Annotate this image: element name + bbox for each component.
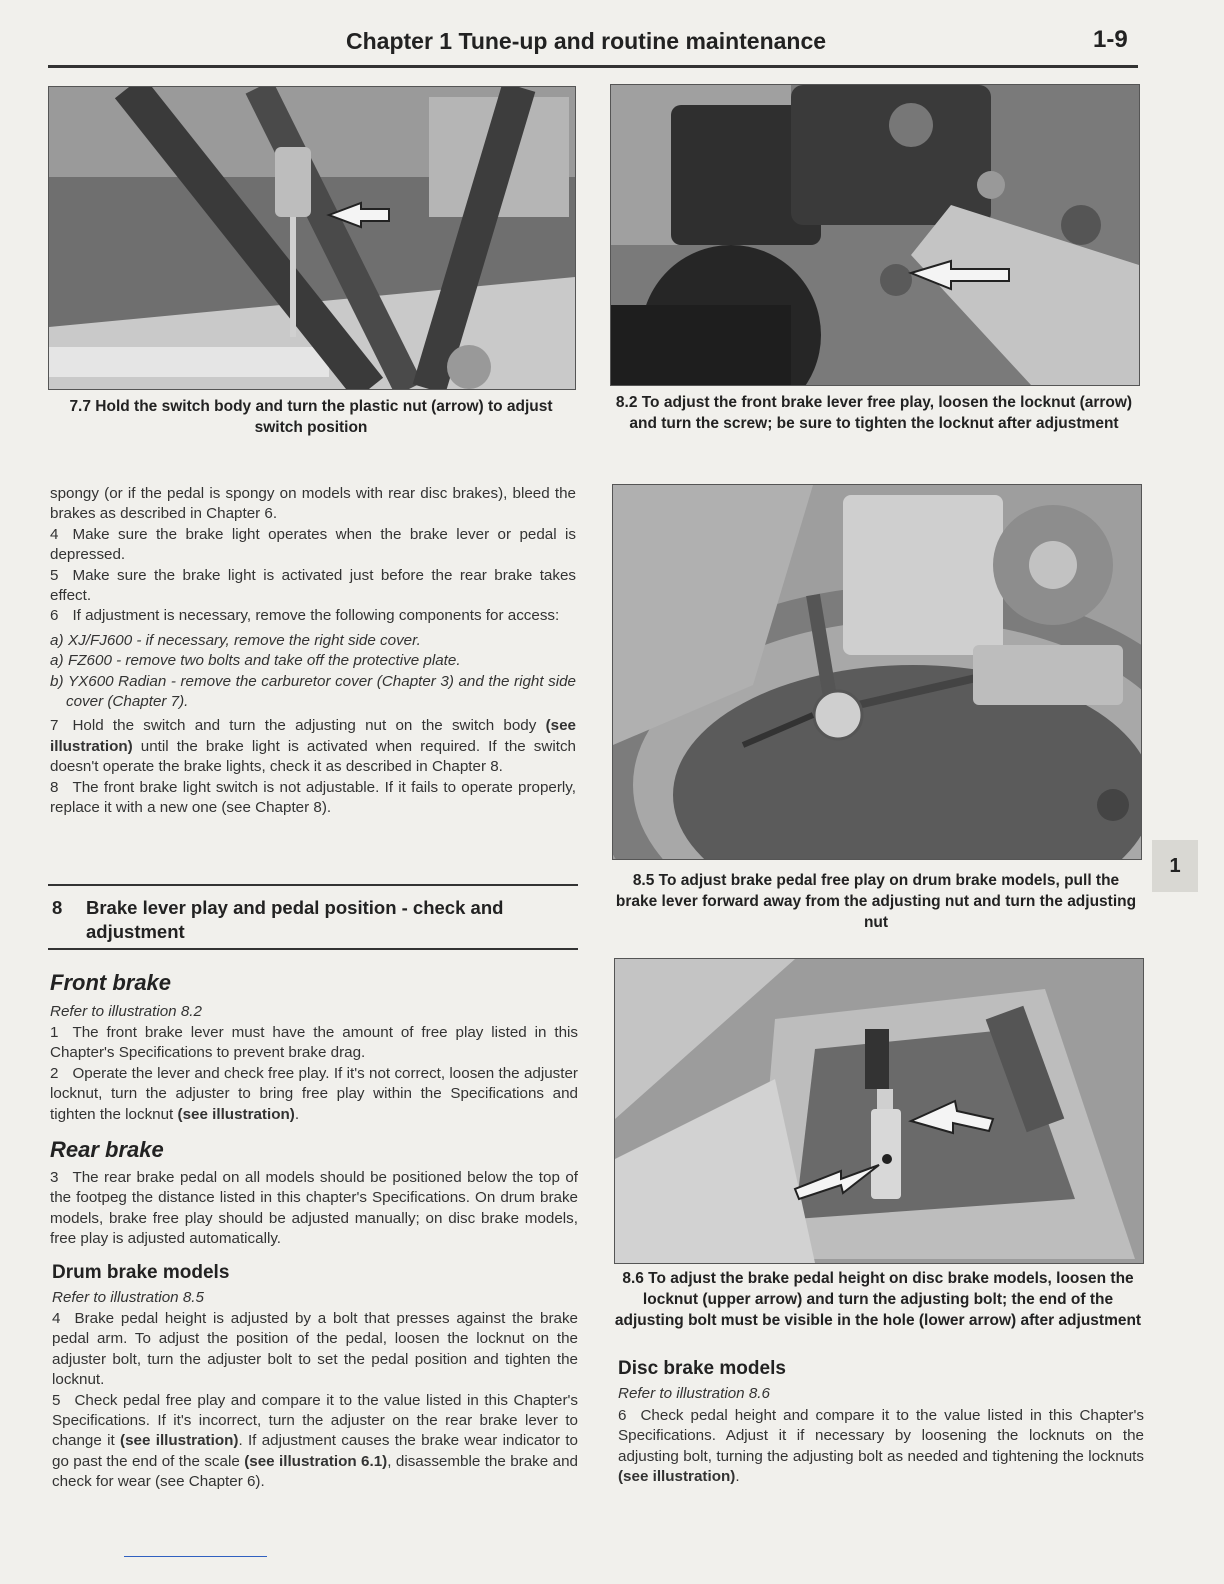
paragraph-5 — [52, 1391, 578, 1493]
heading-drum-brake-models: Drum brake models — [52, 1262, 230, 1283]
bottom-link-line — [124, 1556, 267, 1557]
photo-8-5 — [612, 484, 1142, 860]
caption-8-2: 8.2 To adjust the front brake lever free play, loosen the locknut (arrow) and turn the screw; be sure to tighten the locknut after adjustment — [615, 394, 1133, 432]
left-body-text — [50, 484, 576, 819]
see-illustration-ref: (see illustration 6.1) — [244, 1452, 388, 1470]
para-text: The front brake lever must have the amount of free play listed in this Chapter's Specifications to prevent brake drag. — [50, 1024, 578, 1062]
header-rule — [48, 65, 1138, 68]
list-text: YX600 Radian - remove the carburetor cover (Chapter 3) and the right side cover (Chapter 7). — [66, 672, 576, 711]
section-rule-top — [48, 884, 578, 886]
para-text: Brake pedal height is adjusted by a bolt that presses against the brake pedal arm. To adjust the position of the pedal, loosen the locknut on the adjuster bolt, turn the adjuster bolt to set the pedal position and tighten the locknut. — [52, 1310, 578, 1389]
list-label: a) — [50, 631, 64, 649]
page-number: 1-9 — [1093, 26, 1128, 53]
paragraph-1 — [50, 1023, 578, 1064]
para-text: Check pedal height and compare it to the value listed in this Chapter's Specifications. Adjust it if necessary by loosening the locknuts on the adjusting bolt, turning the adjusting bolt as needed and tightening the locknuts — [618, 1407, 1144, 1465]
para-number: 5 — [50, 566, 59, 584]
see-illustration-ref: (see illustration) — [618, 1468, 736, 1486]
caption-7-7: 7.7 Hold the switch body and turn the plastic nut (arrow) to adjust switch position — [69, 398, 553, 436]
para-number: 6 — [618, 1407, 627, 1424]
para-number: 7 — [50, 717, 59, 735]
photo-8-6-image — [615, 959, 1143, 1263]
heading-disc-brake-models: Disc brake models — [618, 1358, 786, 1379]
photo-7-7-image — [49, 87, 575, 389]
caption-8-5: 8.5 To adjust brake pedal free play on drum brake models, pull the brake lever forward away from the adjusting nut and turn the adjusting nut — [615, 872, 1137, 931]
drum-brake-text — [52, 1309, 578, 1493]
list-item — [50, 631, 576, 651]
refer-illustration: Refer to illustration 8.2 — [50, 1003, 202, 1020]
para-text: Make sure the brake light is activated just before the rear brake takes effect. — [50, 566, 576, 605]
para-text: . — [735, 1468, 740, 1486]
paragraph-4 — [52, 1309, 578, 1391]
list-label: a) — [50, 652, 64, 670]
heading-rear-brake: Rear brake — [50, 1137, 164, 1162]
list-text: FZ600 - remove two bolts and take off the protective plate. — [68, 652, 461, 670]
paragraph-8 — [50, 778, 576, 819]
paragraph-3 — [50, 1168, 578, 1250]
see-illustration-ref: (see illustration) — [177, 1105, 295, 1123]
section-number: 8 — [52, 897, 63, 918]
refer-illustration: Refer to illustration 8.6 — [618, 1385, 770, 1402]
paragraph-4 — [50, 525, 576, 566]
photo-7-7 — [48, 86, 576, 390]
paragraph-6 — [50, 606, 576, 626]
para-number: 8 — [50, 778, 59, 796]
para-text: Make sure the brake light operates when the brake lever or pedal is depressed. — [50, 525, 576, 564]
para-text: . If adjustment causes the brake wear indicator to go past the end of the scale — [52, 1432, 579, 1470]
chapter-tab: 1 — [1152, 840, 1198, 892]
para-text: The rear brake pedal on all models should be positioned below the top of the footpeg the distance listed in this chapter's Specifications. On drum brake models, brake free play should be adjusted manually; on disc brake models, free play is adjusted automatically. — [50, 1169, 578, 1248]
para-number: 2 — [50, 1064, 59, 1082]
disc-brake-text — [618, 1406, 1144, 1488]
see-illustration-ref: (see illustration) — [120, 1432, 239, 1450]
list-item — [50, 672, 576, 713]
para-number: 1 — [50, 1024, 59, 1041]
page-header — [0, 24, 1224, 64]
list-label: b) — [50, 672, 64, 690]
para-text: Hold the switch and turn the adjusting nut on the switch body — [72, 717, 537, 735]
para-number: 4 — [50, 525, 59, 543]
section-title: Brake lever play and pedal position - check and adjustment — [86, 897, 504, 942]
see-illustration-ref: (see illustration) — [50, 717, 576, 755]
paragraph-6 — [618, 1406, 1144, 1488]
photo-8-2-image — [611, 85, 1139, 385]
refer-illustration: Refer to illustration 8.5 — [52, 1289, 204, 1306]
para-text: until the brake light is activated when required. If the switch doesn't operate the brake lights, check it as described in Chapter 8. — [50, 737, 576, 776]
photo-8-6 — [614, 958, 1144, 1264]
para-text: . — [294, 1105, 300, 1123]
para-number: 6 — [50, 607, 59, 625]
section-rule-bottom — [48, 948, 578, 950]
front-brake-text — [50, 1023, 578, 1125]
para-text: Check pedal free play and compare it to the value listed in this Chapter's Specifications. If it's incorrect, turn the adjuster on the rear brake lever to change it — [52, 1391, 578, 1450]
para-text: If adjustment is necessary, remove the following components for access: — [72, 607, 560, 625]
rear-brake-text — [50, 1168, 578, 1250]
para-text: The front brake light switch is not adjustable. If it fails to operate properly, replace it with a new one (see Chapter 8). — [50, 778, 576, 817]
chapter-title: Chapter 1 Tune-up and routine maintenance — [346, 28, 827, 54]
heading-front-brake: Front brake — [50, 970, 172, 995]
para-number: 4 — [52, 1310, 61, 1327]
paragraph-7 — [50, 716, 576, 777]
photo-8-5-image — [613, 485, 1141, 859]
list-item — [50, 651, 576, 671]
paragraph-5 — [50, 566, 576, 607]
list-text: XJ/FJ600 - if necessary, remove the right side cover. — [68, 631, 421, 649]
paragraph-2 — [50, 1064, 578, 1125]
para-number: 3 — [50, 1169, 59, 1186]
para-text: Operate the lever and check free play. If it's not correct, loosen the adjuster locknut, turn the adjuster to bring free play within the Specifications and tighten the locknut — [50, 1064, 578, 1123]
para-text: , disassemble the brake and check for wear (see Chapter 6). — [52, 1452, 578, 1491]
paragraph-intro: spongy (or if the pedal is spongy on models with rear disc brakes), bleed the brakes as described in Chapter 6. — [50, 485, 576, 523]
photo-8-2 — [610, 84, 1140, 386]
caption-8-6: 8.6 To adjust the brake pedal height on disc brake models, loosen the locknut (upper arrow) and turn the adjusting bolt; the end of the adjusting bolt must be visible in the hole (lower arrow) after adjustment — [614, 1270, 1142, 1329]
para-number: 5 — [52, 1391, 61, 1409]
